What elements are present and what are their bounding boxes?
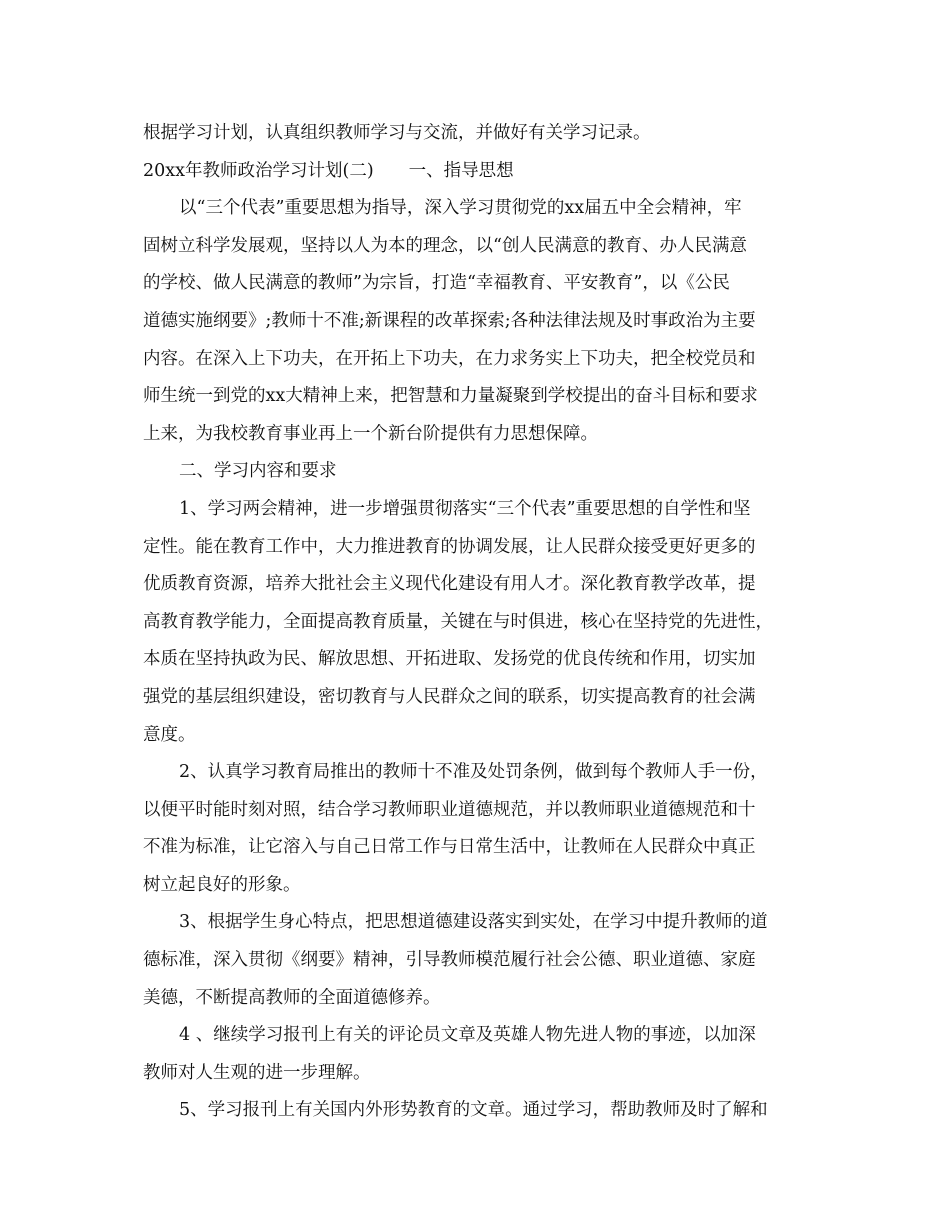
text-line: 4 、继续学习报刊上有关的评论员文章及英雄人物先进人物的事迹，以加深 (179, 1025, 756, 1046)
text-line: 意度。 (143, 724, 196, 745)
text-line: 内容。在深入上下功夫，在开拓上下功夫，在力求务实上下功夫，把全校党员和 (143, 348, 756, 369)
section-heading-content-requirements: 二、学习内容和要求 (179, 461, 337, 482)
text-line: 优质教育资源，培养大批社会主义现代化建设有用人才。深化教育教学改革，提 (143, 574, 756, 595)
text-line: 本质在坚持执政为民、解放思想、开拓进取、发扬党的优良传统和作用，切实加 (143, 649, 756, 670)
text-line: 根据学习计划，认真组织教师学习与交流，并做好有关学习记录。 (143, 123, 651, 143)
text-line: 固树立科学发展观，坚持以人为本的理念，以“创人民满意的教育、办人民满意 (143, 235, 747, 256)
text-line: 1、学习两会精神，进一步增强贯彻落实“三个代表”重要思想的自学性和坚 (179, 498, 751, 519)
text-line: 定性。能在教育工作中，大力推进教育的协调发展，让人民群众接受更好更多的 (143, 536, 756, 557)
text-line: 的学校、做人民满意的教师”为宗旨，打造“幸福教育、平安教育”，以《公民 (143, 273, 730, 294)
text-line: 2、认真学习教育局推出的教师十不准及处罚条例，做到每个教师人手一份， (179, 762, 768, 783)
text-line: 上来，为我校教育事业再上一个新台阶提供有力思想保障。 (143, 423, 598, 444)
text-line: 不准为标准，让它溶入与自己日常工作与日常生活中，让教师在人民群众中真正 (143, 837, 756, 858)
document-body (143, 115, 808, 1130)
text-line: 教师对人生观的进一步理解。 (143, 1062, 371, 1083)
text-line: 德标准，深入贯彻《纲要》精神，引导教师模范履行社会公德、职业道德、家庭 (143, 950, 756, 971)
text-line: 高教育教学能力，全面提高教育质量，关键在与时俱进，核心在坚持党的先进性， (143, 611, 773, 632)
text-line: 美德，不断提高教师的全面道德修养。 (143, 987, 441, 1008)
section-heading-guiding-thought: 20xx年教师政治学习计划(二) 一、指导思想 (143, 160, 514, 181)
text-line: 以便平时能时刻对照，结合学习教师职业道德规范，并以教师职业道德规范和十 (143, 799, 756, 820)
text-line: 道德实施纲要》;教师十不准;新课程的改革探索;各种法律法规及时事政治为主要 (143, 310, 756, 331)
text-line: 5、学习报刊上有关国内外形势教育的文章。通过学习，帮助教师及时了解和 (179, 1100, 768, 1121)
text-line: 以“三个代表”重要思想为指导，深入学习贯彻党的xx届五中全会精神，牢 (179, 198, 742, 219)
text-line: 师生统一到党的xx大精神上来，把智慧和力量凝聚到学校提出的奋斗目标和要求 (143, 386, 758, 407)
text-line: 树立起良好的形象。 (143, 874, 301, 895)
text-line: 3、根据学生身心特点，把思想道德建设落实到实处，在学习中提升教师的道 (179, 912, 768, 933)
text-line: 强党的基层组织建设，密切教育与人民群众之间的联系，切实提高教育的社会满 (143, 686, 756, 707)
